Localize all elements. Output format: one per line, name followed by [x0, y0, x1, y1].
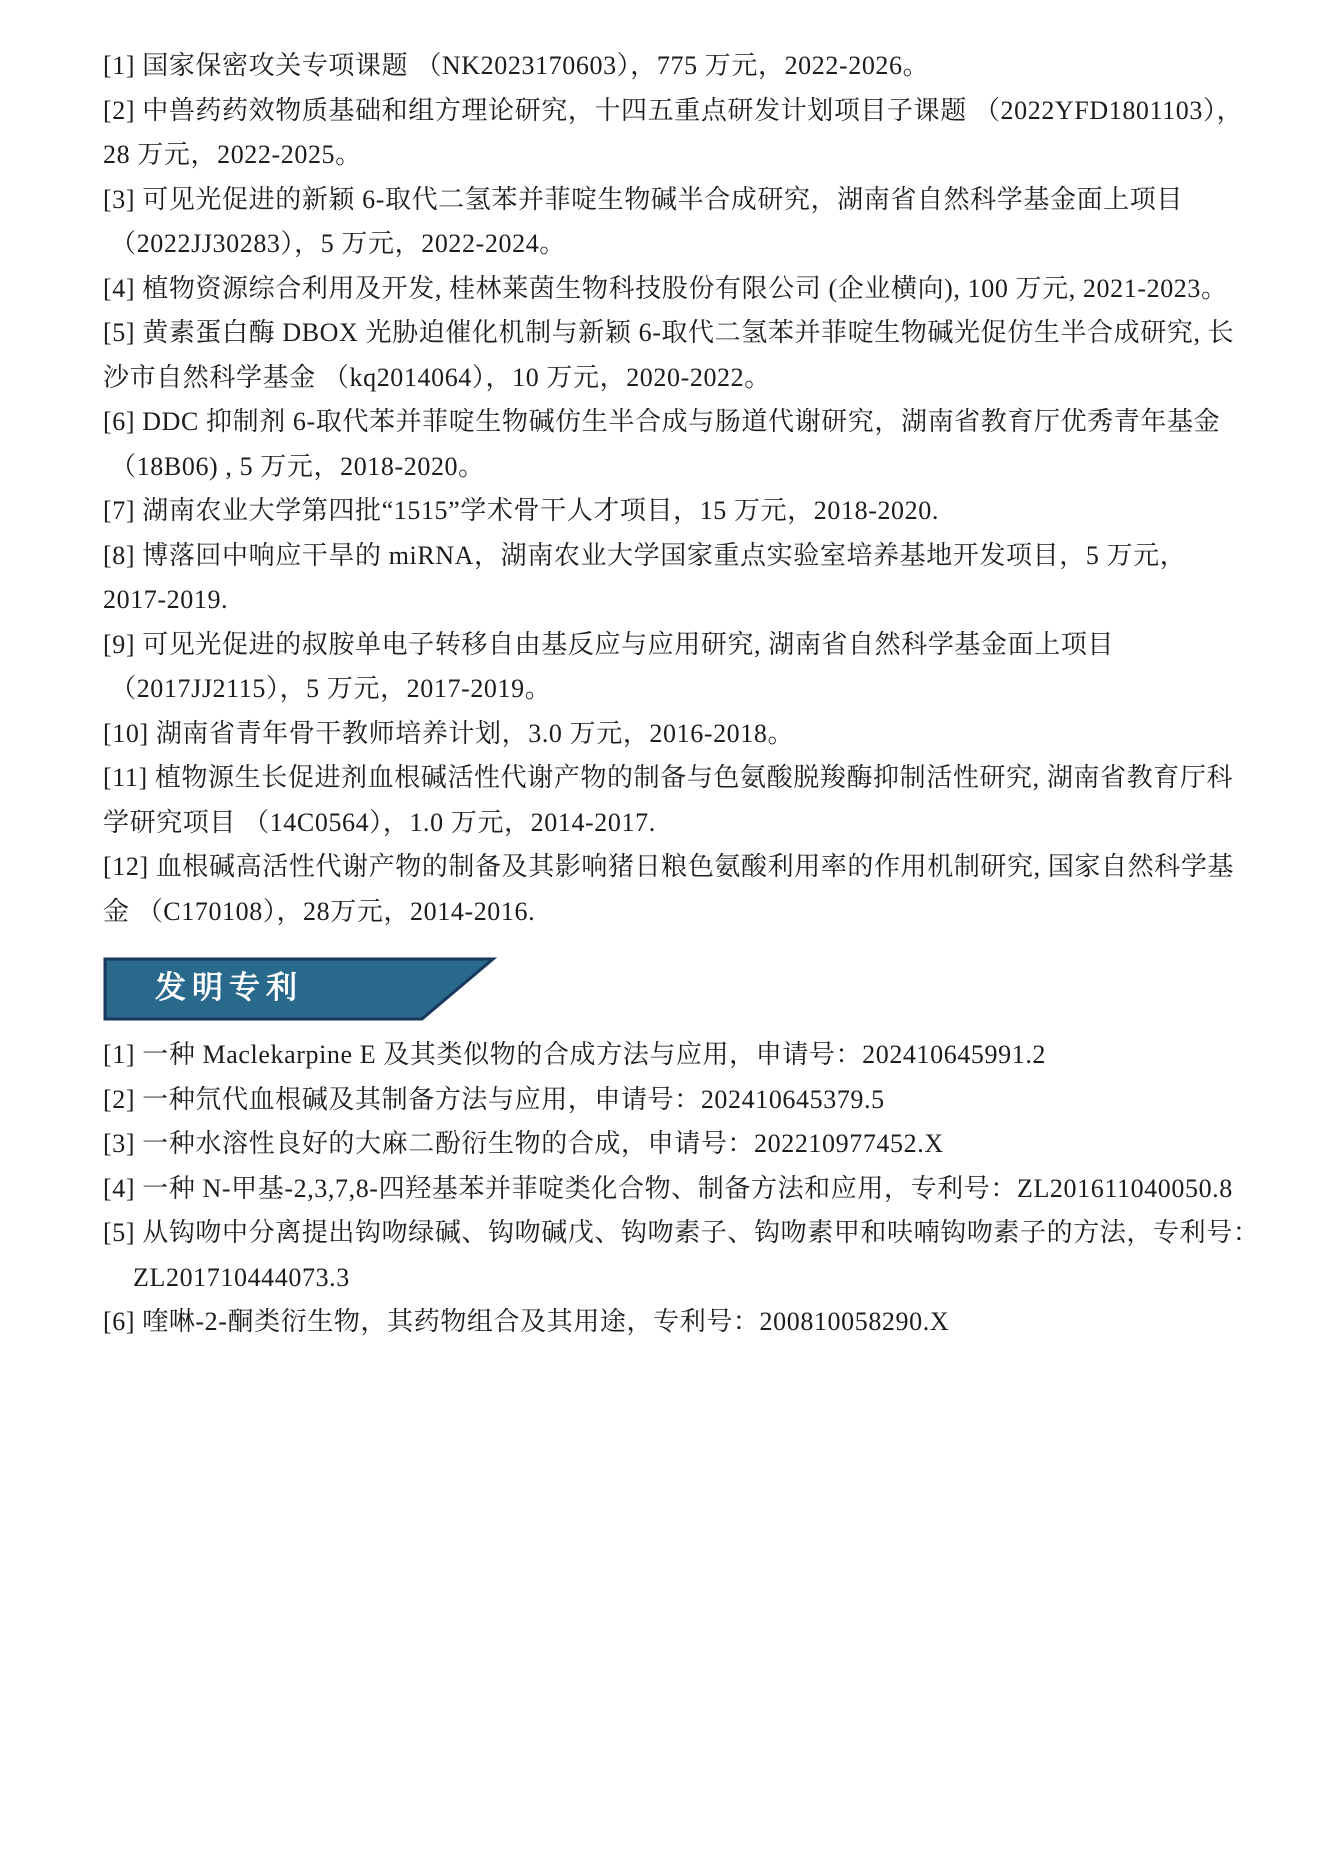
patents-section-banner [103, 957, 497, 1021]
project-item-6-line-2: （18B06) , 5 万元，2018-2020。 [103, 451, 485, 481]
project-item-12-line-2: 金 （C170108），28万元，2014-2016. [103, 896, 536, 926]
project-item-8-line-1: [8] 博落回中响应干旱的 miRNA，湖南农业大学国家重点实验室培养基地开发项目，5 万元， [103, 540, 1187, 570]
patent-item-6-line-1: [6] 喹啉-2-酮类衍生物，其药物组合及其用途，专利号：200810058290.X [103, 1307, 950, 1336]
patents-list [103, 1033, 1263, 1345]
research-projects-list [103, 0, 1263, 934]
project-item-1-line-1: [1] 国家保密攻关专项课题 （NK2023170603），775 万元，2022-2026。 [103, 51, 930, 80]
project-item-2-line-2: 28 万元，2022-2025。 [103, 140, 362, 169]
project-item-6-line-1: [6] DDC 抑制剂 6-取代苯并菲啶生物碱仿生半合成与肠道代谢研究，湖南省教育厅优秀青年基金 [103, 407, 1221, 436]
patent-item-5-line-2: ZL201710444073.3 [133, 1262, 350, 1292]
patent-item-5-line-1: [5] 从钩吻中分离提出钩吻绿碱、钩吻碱戊、钩吻素子、钩吻素甲和呋喃钩吻素子的方法，专利号： [103, 1218, 1260, 1247]
project-item-5-line-1: [5] 黄素蛋白酶 DBOX 光胁迫催化机制与新颖 6-取代二氢苯并菲啶生物碱光促仿生半合成研究, 长 [103, 318, 1235, 347]
project-item-3-line-1: [3] 可见光促进的新颖 6-取代二氢苯并菲啶生物碱半合成研究，湖南省自然科学基金面上项目 [103, 184, 1183, 214]
project-item-3-line-2: （2022JJ30283），5 万元，2022-2024。 [103, 229, 566, 258]
patent-item-3-line-1: [3] 一种水溶性良好的大麻二酚衍生物的合成，申请号：202210977452.X [103, 1129, 944, 1158]
patent-item-2-line-1: [2] 一种氘代血根碱及其制备方法与应用，申请号：202410645379.5 [103, 1084, 885, 1114]
project-item-11-line-2: 学研究项目 （14C0564），1.0 万元，2014-2017. [103, 807, 656, 837]
project-item-10-line-1: [10] 湖南省青年骨干教师培养计划，3.0 万元，2016-2018。 [103, 718, 795, 748]
patents-section-title: 发明专利 [155, 970, 303, 1005]
project-item-11-line-1: [11] 植物源生长促进剂血根碱活性代谢产物的制备与色氨酸脱羧酶抑制活性研究, 湖南省教育厅科 [103, 763, 1234, 792]
project-item-4-line-1: [4] 植物资源综合利用及开发, 桂林莱茵生物科技股份有限公司 (企业横向), 100 万元, 2021-2023。 [103, 273, 1228, 303]
project-item-8-line-2: 2017-2019. [103, 585, 229, 614]
patent-item-4-line-1: [4] 一种 N-甲基-2,3,7,8-四羟基苯并菲啶类化合物、制备方法和应用，专利号：ZL201611040050.8 [103, 1173, 1233, 1203]
project-item-12-line-1: [12] 血根碱高活性代谢产物的制备及其影响猪日粮色氨酸利用率的作用机制研究, 国家自然科学基 [103, 852, 1235, 881]
project-item-5-line-2: 沙市自然科学基金 （kq2014064），10 万元，2020-2022。 [103, 362, 771, 392]
patent-item-1-line-1: [1] 一种 Maclekarpine E 及其类似物的合成方法与应用，申请号：202410645991.2 [103, 1040, 1047, 1069]
project-item-9-line-1: [9] 可见光促进的叔胺单电子转移自由基反应与应用研究, 湖南省自然科学基金面上项目 [103, 629, 1115, 659]
project-item-7-line-1: [7] 湖南农业大学第四批“1515”学术骨干人才项目，15 万元，2018-2020. [103, 496, 939, 525]
project-item-9-line-2: （2017JJ2115），5 万元，2017-2019。 [103, 674, 552, 703]
page-content [103, 0, 1263, 1345]
project-item-2-line-1: [2] 中兽药药效物质基础和组方理论研究，十四五重点研发计划项目子课题 （2022YFD1801103）， [103, 95, 1244, 125]
